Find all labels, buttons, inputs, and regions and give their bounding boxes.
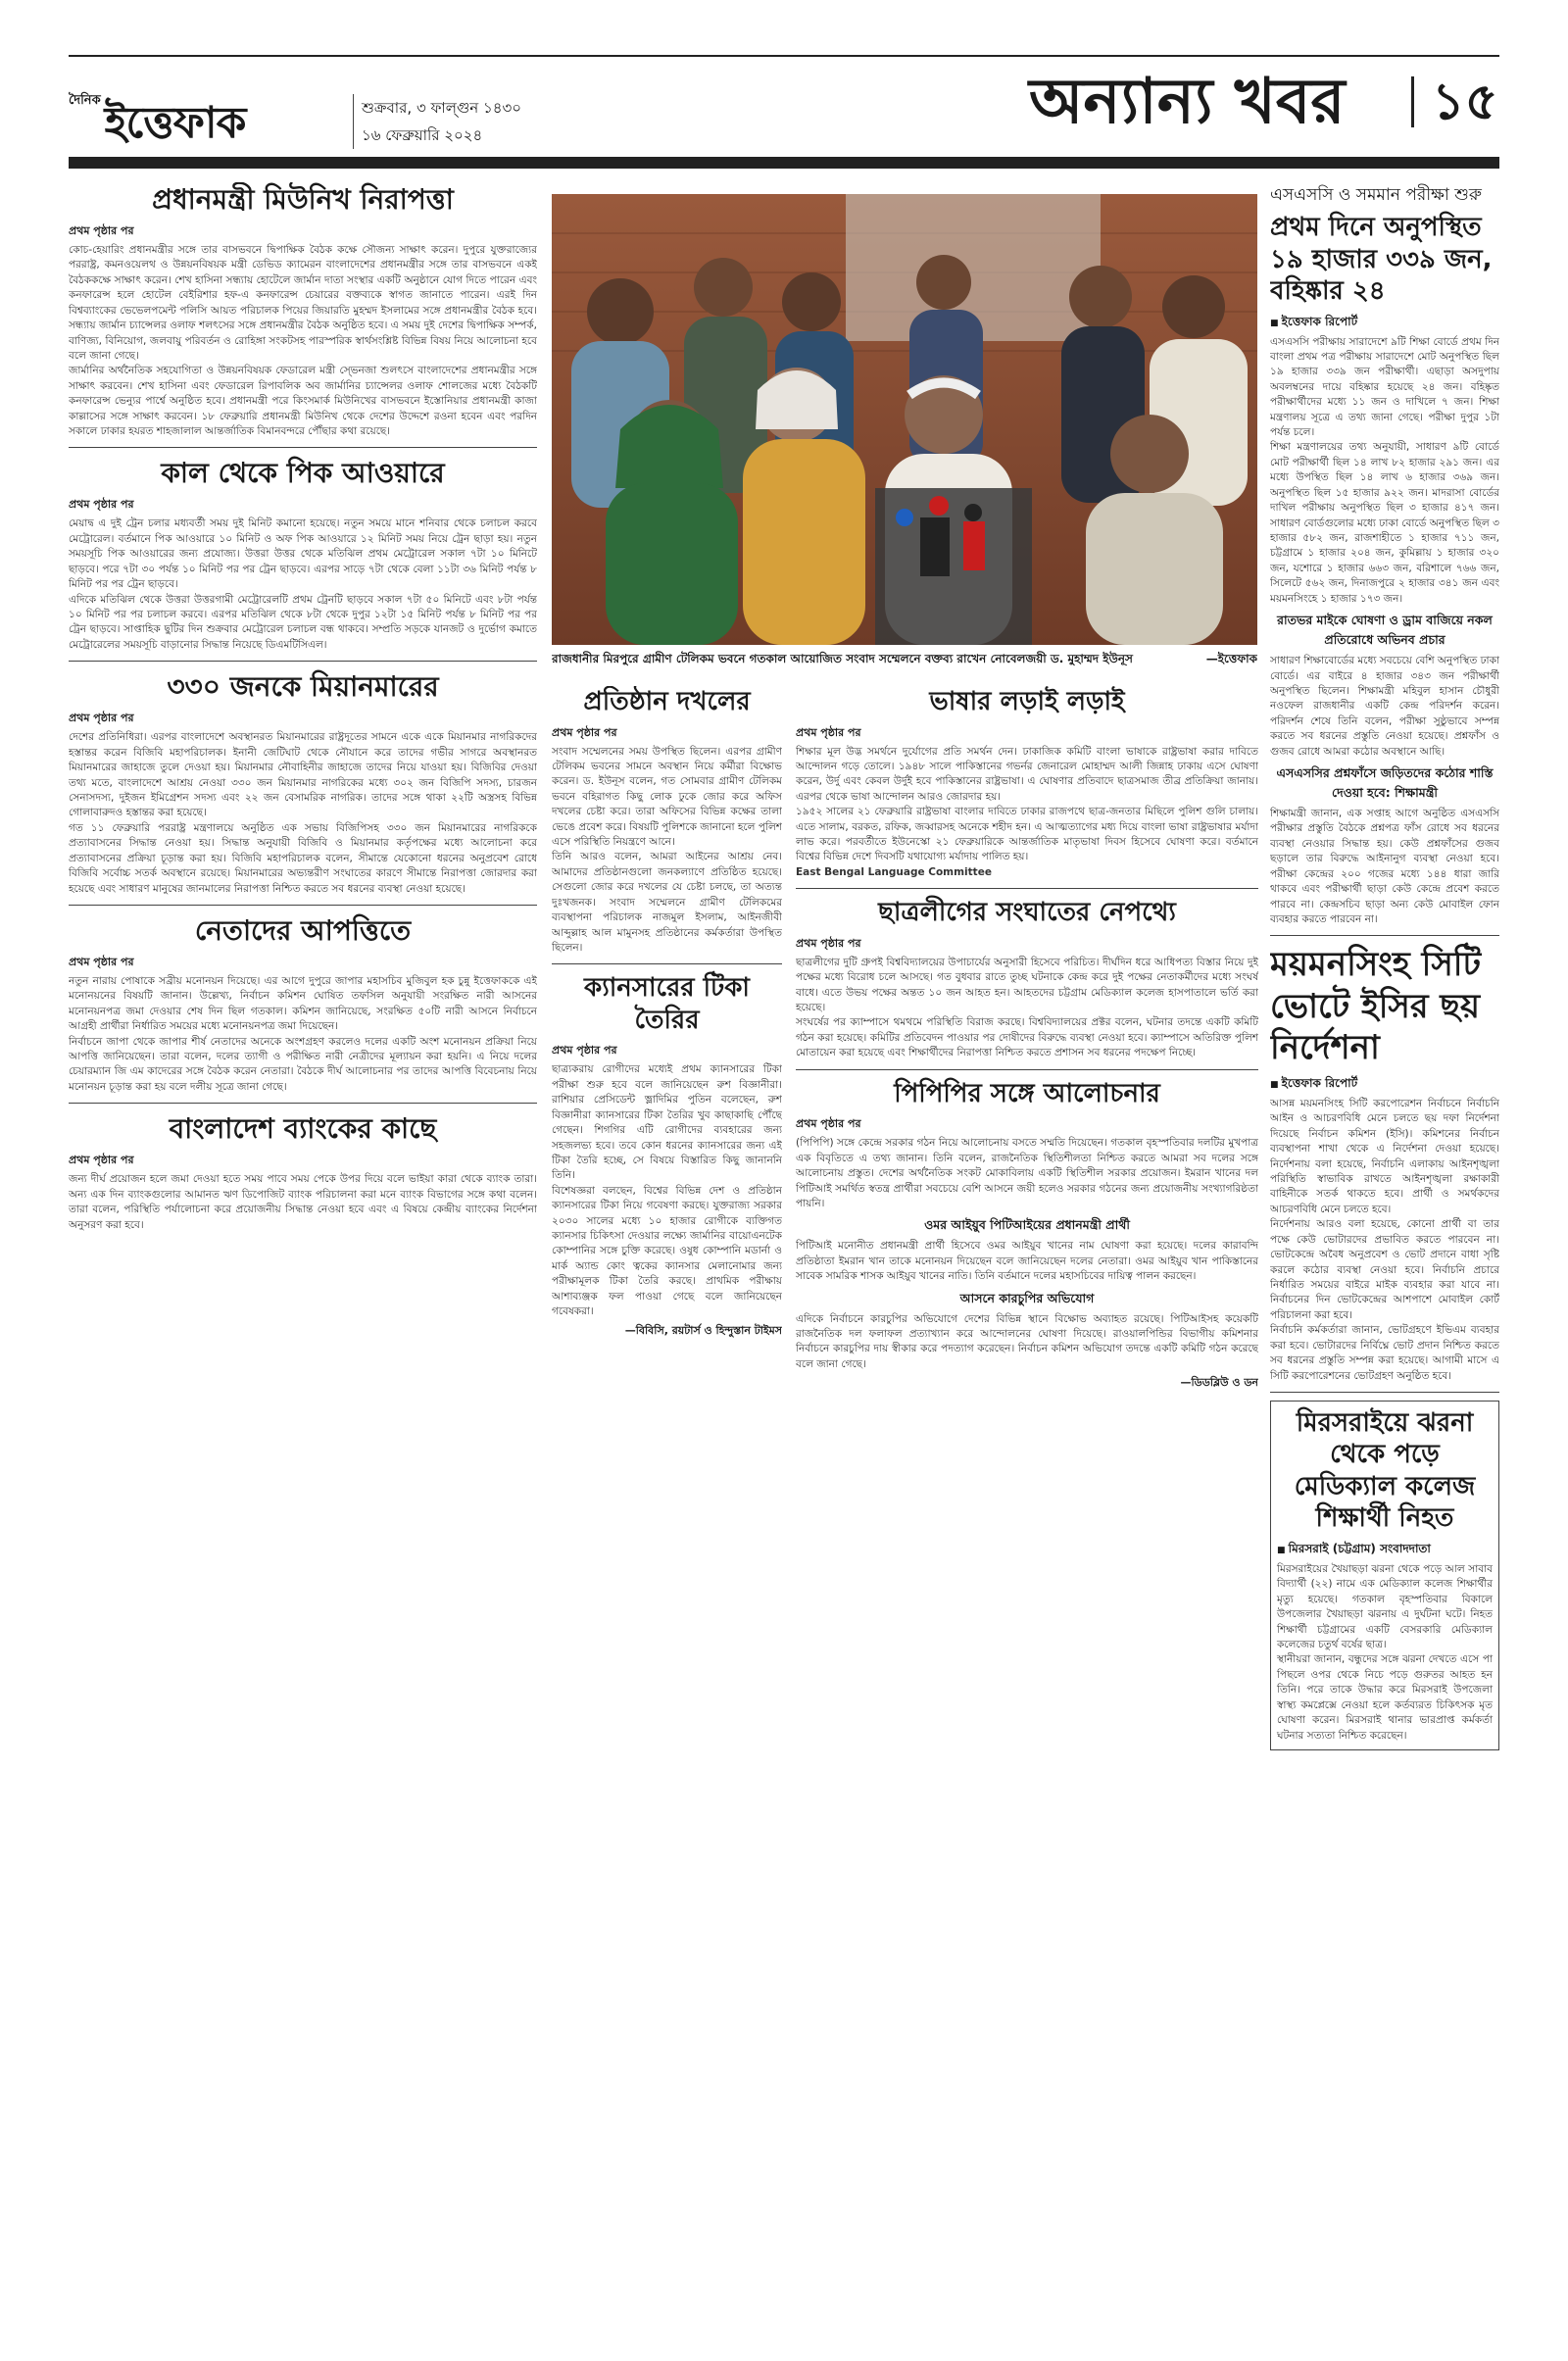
- issue-dates: [353, 94, 521, 149]
- story-leaders: [69, 913, 537, 1095]
- story-mymensingh: [1270, 944, 1499, 1384]
- story-text: জার্মানির অর্থনৈতিক সহযোগিতা ও উন্নয়নবিষয়ক ফেডারেল মন্ত্রী স্ভেনজা শুলৎসে বাংলাদেশের প্রধানমন্ত্রীর সঙ্গে সাক্ষাৎ করবেন। শেখ হাসিনা এবং ফেডারেল রিপাবলিক অব জার্মানির চ্যান্সেলর ওলাফ শোলজের মধ্যে বৈঠকটি কনফারেন্স ভেন্যুর পার্শ্বে অনুষ্ঠিত হবে। প্রধানমন্ত্রী পরে কিংসমার্ক মিউনিখের বাসভবনে ইস্তোনিয়ার প্রধানমন্ত্রী কাজা কাল্লাসের সঙ্গে সাক্ষাৎ করবেন। ১৮ ফেব্রুয়ারি প্রধানমন্ত্রী মিউনিখ থেকে দেশের উদ্দেশে রওনা হবেন এবং পরদিন সকালে ঢাকার হযরত শাহজালাল আন্তর্জাতিক বিমানবন্দরে পৌঁছার কথা রয়েছে।: [69, 365, 537, 438]
- newspaper-logo: [69, 90, 265, 148]
- story-text: আসন্ন ময়মনসিংহ সিটি করপোরেশন নির্বাচনে নির্বাচনি আইন ও আচরণবিধি মেনে চলতে ছয় দফা নির্দেশনা দিয়েছে নির্বাচন কমিশন (ইসি)। কমিশনের নির্বাচন ব্যবস্থাপনা শাখা থেকে এ নির্দেশনা দেওয়া হয়েছে। নির্দেশনায় বলা হয়েছে, নির্বাচনি এলাকায় আইনশৃঙ্খলা পরিস্থিতি স্বাভাবিক রাখতে আইনশৃঙ্খলা রক্ষাকারী বাহিনীকে সতর্ক থাকতে হবে। প্রার্থী ও সমর্থকদের আচরণবিধি মেনে চলতে হবে।: [1270, 1097, 1499, 1215]
- divider: [552, 963, 782, 964]
- story-text: সংঘর্ষের পর ক্যাম্পাসে থমথমে পরিস্থিতি বিরাজ করছে। বিশ্ববিদ্যালয়ের প্রক্টর বলেন, ঘটনার তদন্তে একটি কমিটি গঠন করা হয়েছে। কমিটির প্রতিবেদন পাওয়ার পর দোষীদের বিরুদ্ধে ব্যবস্থা নেওয়া হবে। ক্যাম্পাসে অতিরিক্ত পুলিশ মোতায়েন করা হয়েছে এবং শিক্ষার্থীদের নিরাপত্তা নিশ্চিত করতে প্রশাসন সব ধরনের পদক্ষেপ নিচ্ছে।: [796, 1016, 1258, 1059]
- divider: [796, 1069, 1258, 1070]
- headline-leaders: নেতাদের আপত্তিতে: [194, 913, 412, 947]
- byline: ■ মিরসরাই (চট্টগ্রাম) সংবাদদাতা: [1277, 1541, 1493, 1560]
- left-column: [69, 182, 537, 2329]
- middle-left-column: [552, 686, 782, 2333]
- story-text: সংবাদ সম্মেলনের সময় উপস্থিত ছিলেন। এরপর গ্রামীণ টেলিকম ভবনের সামনে অবস্থান নিয়ে কর্মীরা বিক্ষোভ করেন। ড. ইউনূস বলেন, গত সোমবার গ্রামীণ টেলিকম ভবনে বহিরাগত কিছু লোক ঢুকে জোর করে অফিস দখলের চেষ্টা করে। তারা অফিসের বিভিন্ন কক্ষের তালা ভেঙে প্রবেশ করে। বিষয়টি পুলিশকে জানানো হলে পুলিশ এসে পরিস্থিতি নিয়ন্ত্রণে আনে।: [552, 745, 782, 849]
- byline: ■ ইত্তেফাক রিপোর্ট: [1270, 1075, 1499, 1095]
- story-chhatraleague: [796, 897, 1258, 1060]
- story-text: তিনি আরও বলেন, আমরা আইনের আশ্রয় নেব। আমাদের প্রতিষ্ঠানগুলো জনকল্যাণে প্রতিষ্ঠিত হয়েছে। সেগুলো জোর করে দখলের যে চেষ্টা চলছে, তা অত্যন্ত দুঃখজনক। সংবাদ সম্মেলনে গ্রামীণ টেলিকমের ব্যবস্থাপনা পরিচালক নাজমুল ইসলাম, আইনজীবী আব্দুল্লাহ আল মামুনসহ প্রতিষ্ঠানের কর্মকর্তারা উপস্থিত ছিলেন।: [552, 851, 782, 954]
- story-subhead: আসনে কারচুপির অভিযোগ: [959, 1290, 1095, 1305]
- story-credit: —ডিডব্লিউ ও ডন: [1180, 1376, 1258, 1390]
- story-text: নির্বাচনি কর্মকর্তারা জানান, ভোটগ্রহণে ইভিএম ব্যবহার করা হবে। ভোটারদের নির্বিঘ্নে ভোট প্রদান নিশ্চিত করতে সব ধরনের প্রস্তুতি সম্পন্ন করা হয়েছে। আগামী মাসে এ সিটি করপোরেশনের ভোটগ্রহণ অনুষ্ঠিত হবে।: [1270, 1324, 1499, 1382]
- headline-language: ভাষার লড়াই লড়াই: [929, 687, 1125, 716]
- story-text: গত ১১ ফেব্রুয়ারি পররাষ্ট্র মন্ত্রণালয়ে অনুষ্ঠিত এক সভায় বিজিপিসহ ৩৩০ জন মিয়ানমারের নাগরিককে প্রত্যাবাসনের সিদ্ধান্ত নেওয়া হয়। সিদ্ধান্ত অনুযায়ী বিজিবি ও মিয়ানমার কর্তৃপক্ষের মধ্যে আলোচনা করে প্রত্যাবাসনের প্রক্রিয়া চূড়ান্ত করা হয়। বিজিবি মহাপরিচালক বলেন, সীমান্তে যেকোনো ধরনের অনুপ্রবেশ রোধে বিজিবি সর্বোচ্চ সতর্ক অবস্থানে রয়েছে। মিয়ানমারের অভ্যন্তরীণ সংঘাতের কারণে সীমান্তে নিরাপত্তা জোরদার করা হয়েছে এবং সাধারণ মানুষের জানমালের নিরাপত্তা নিশ্চিত করতে সব ধরনের ব্যবস্থা নেওয়া হয়েছে।: [69, 821, 537, 895]
- story-subhead: এসএসসির প্রশ্নফাঁসে জড়িতদের কঠোর শাস্তি দেওয়া হবে: শিক্ষামন্ত্রী: [1276, 765, 1494, 801]
- story-text: শিক্ষা মন্ত্রণালয়ের তথ্য অনুযায়ী, সাধারণ ৯টি বোর্ডে মোট পরীক্ষার্থী ছিল ১৪ লাখ ৮২ হাজার ২৯১ জন। এর মধ্যে উপস্থিত ছিল ১৪ লাখ ৬ হাজার ৩৬৯ জন। অনুপস্থিত ছিল ১৫ হাজার ৯২২ জন। মাদরাসা বোর্ডের দাখিল পরীক্ষায় অনুপস্থিত ছিল ৩ হাজার ৪১৭ জন। সাধারণ বোর্ডগুলোর মধ্যে ঢাকা বোর্ডে অনুপস্থিত ছিল ৩ হাজার ৫৮২ জন, রাজশাহীতে ১ হাজার ৭১১ জন, চট্টগ্রামে ১ হাজার ২০৪ জন, কুমিল্লায় ১ হাজার ৩২০ জন, যশোরে ১ হাজার ৬৬৩ জন, বরিশালে ৭৬৬ জন, সিলেটে ৫৬২ জন, দিনাজপুরে ২ হাজার ৩৪১ জন এবং ময়মনসিংহে ১ হাজার ১৭৩ জন।: [1270, 441, 1499, 605]
- story-text: এদিকে নির্বাচনে কারচুপির অভিযোগে দেশের বিভিন্ন স্থানে বিক্ষোভ অব্যাহত রয়েছে। পিটিআইসহ কয়েকটি রাজনৈতিক দল ফলাফল প্রত্যাখ্যান করে আন্দোলনের ঘোষণা দিয়েছে। রাওয়ালপিন্ডির বিভাগীয় কমিশনার নির্বাচনে কারচুপির দায় স্বীকার করে পদত্যাগ করেছেন। নির্বাচন কমিশন অভিযোগ তদন্তে একটি কমিটি গঠন করেছে বলে জানা গেছে।: [796, 1312, 1258, 1370]
- story-text: শিক্ষার মূল উদ্ভ সমর্থনে দুর্যোগের প্রতি সমর্থন দেন। ঢাকাজিক কমিটি বাংলা ভাষাকে রাষ্ট্রভাষা করার দাবিতে আন্দোলন গড়ে তোলে। ১৯৪৮ সালে পাকিস্তানের গভর্নর জেনারেল মোহাম্মদ আলী জিন্নাহ ঢাকায় এসে ঘোষণা করেন, উর্দু এবং কেবল উর্দুই হবে পাকিস্তানের রাষ্ট্রভাষা। এ ঘোষণার প্রতিবাদে ছাত্রসমাজ তীব্র প্রতিক্রিয়া জানায়। এরপর থেকে ভাষা আন্দোলন আরও জোরদার হয়।: [796, 745, 1258, 803]
- top-rule: [69, 55, 1499, 57]
- photo-caption: [552, 651, 1257, 670]
- middle-right-column: [796, 686, 1258, 2333]
- story-peak-hour: [69, 456, 537, 653]
- story-language: [796, 686, 1258, 880]
- divider: [796, 888, 1258, 889]
- headline-institution: প্রতিষ্ঠান দখলের: [583, 687, 751, 716]
- story-institution: [552, 686, 782, 956]
- continuation-label: প্রথম পৃষ্ঠার পর: [552, 725, 617, 739]
- divider: [1270, 935, 1499, 936]
- photo-credit: —ইত্তেফাক: [1199, 651, 1257, 670]
- story-text: এদিকে মতিঝিল থেকে উত্তরা উত্তরগামী মেট্রোরেলটি প্রথম ট্রেনটি ছাড়বে সকাল ৭টা ৫০ মিনিটে এবং ৮টা পর্যন্ত ১০ মিনিট পর পর চলাচল করবে। এরপর মতিঝিল থেকে ৮টা থেকে দুপুর ১২টা ১৫ মিনিট পর্যন্ত ৮ মিনিট পর পর ট্রেন ছাড়বে। সাপ্তাহিক ছুটির দিন শুক্রবার মেট্রোরেল চলাচল বন্ধ থাকবে। সম্প্রতি সড়কে যানজট ও দুর্ভোগ কমাতে মেট্রোরেলের সময়সূচি বাড়ানোর সিদ্ধান্ত নিয়েছে ডিএমটিসিএল।: [69, 593, 537, 651]
- story-text: ছাত্র্যকরায় রোগীদের মধ্যেই প্রথম ক্যানসারের টিকা পরীক্ষা শুরু হবে বলে জানিয়েছেন রুশ বিজ্ঞানীরা। রাশিয়ার প্রেসিডেন্ট ভ্লাদিমির পুতিন বলেছেন, রুশ বিজ্ঞানীরা ক্যানসারের টিকা তৈরির খুব কাছাকাছি পৌঁছে গেছেন। শিগগির এটি রোগীদের ব্যবহারের জন্য সহজলভ্য হবে। তবে কোন ধরনের ক্যানসারের জন্য এই টিকা তৈরি হচ্ছে, সে বিষয়ে বিস্তারিত কিছু জানাননি তিনি।: [552, 1063, 782, 1182]
- headline-pipp: পিপিপির সঙ্গে আলোচনার: [894, 1078, 1160, 1108]
- story-subhead: রাতভর মাইকে ঘোষণা ও ড্রাম বাজিয়ে নকল প্রতিরোধে অভিনব প্রচার: [1277, 613, 1493, 648]
- committee-name: East Bengal Language Committee: [796, 865, 992, 878]
- divider: [69, 905, 537, 906]
- story-text: সাধারণ শিক্ষাবোর্ডের মধ্যে সবচেয়ে বেশি অনুপস্থিত ঢাকা বোর্ডে। এর বাইরে ৪ হাজার ৩৪৩ জন পরীক্ষার্থী অনুপস্থিত ছিলেন। শিক্ষামন্ত্রী মহিবুল হাসান চৌধুরী নওফেল রাজধানীর একটি কেন্দ্র পরিদর্শন করেন। পরিদর্শন শেষে তিনি বলেন, পরীক্ষা সুষ্ঠুভাবে সম্পন্ন করতে সব ধরনের প্রস্তুতি নেওয়া হয়েছে। প্রশ্নফাঁস ও গুজব রোধে আমরা কঠোর অবস্থানে আছি।: [1270, 655, 1499, 758]
- story-pipp: [796, 1078, 1258, 1394]
- photo-illustration: [552, 194, 1257, 645]
- story-ssc: [1270, 182, 1499, 927]
- story-text: বিশেষজ্ঞরা বলছেন, বিশ্বের বিভিন্ন দেশ ও প্রতিষ্ঠান ক্যানসারের টিকা নিয়ে গবেষণা করছে। যুক্তরাজ্য সরকার ২০৩০ সালের মধ্যে ১০ হাজার রোগীকে ব্যক্তিগত ক্যানসার চিকিৎসা দেওয়ার লক্ষ্যে জার্মানির বায়োএনটেক কোম্পানির সঙ্গে চুক্তি করেছে। ওষুধ কোম্পানি মডার্না ও মার্ক অ্যান্ড কোং ত্বকের ক্যানসার মেলানোমার জন্য পরীক্ষামূলক টিকা তৈরি করছে। প্রাথমিক পরীক্ষায় আশাব্যঞ্জক ফল পাওয়া গেছে বলে জানিয়েছেন গবেষকরা।: [552, 1184, 782, 1318]
- caption-text: রাজধানীর মিরপুরে গ্রামীণ টেলিকম ভবনে গতকাল আয়োজিত সংবাদ সম্মেলনে বক্তব্য রাখেন নোবেলজয়ী ড. মুহাম্মদ ইউনূস: [552, 652, 1133, 665]
- headline-cancer: ক্যানসারের টিকা তৈরির: [584, 973, 750, 1035]
- story-mirsarai: [1270, 1401, 1499, 1750]
- story-bangladesh-bank: [69, 1111, 537, 1233]
- byline: ■ ইত্তেফাক রিপোর্ট: [1270, 314, 1499, 333]
- story-cancer: [552, 972, 782, 1340]
- story-text: পিটিআই মনোনীত প্রধানমন্ত্রী প্রার্থী হিসেবে ওমর আইয়ুব খানের নাম ঘোষণা করা হয়েছে। দলের কারাবন্দি প্রতিষ্ঠাতা ইমরান খান তাকে মনোনয়ন দিয়েছেন বলে জানিয়েছেন দলের নেতারা। ওমর আইয়ুব খান পাকিস্তানের সাবেক সামরিক শাসক আইয়ুব খানের নাতি। তিনি বর্তমানে দলের মহাসচিবের দায়িত্ব পালন করছেন।: [796, 1240, 1258, 1283]
- page-number: ১৫: [1411, 76, 1498, 127]
- continuation-label: প্রথম পৃষ্ঠার পর: [69, 224, 134, 237]
- story-text: ১৯৫২ সালের ২১ ফেব্রুয়ারি রাষ্ট্রভাষা বাংলার দাবিতে ঢাকার রাজপথে ছাত্র-জনতার মিছিলে পুলিশ গুলি চালায়। এতে সালাম, বরকত, রফিক, জব্বারসহ অনেকে শহীদ হন। এ আত্মত্যাগের মধ্য দিয়ে বাংলা ভাষা রাষ্ট্রভাষার মর্যাদা লাভ করে। পরবর্তীতে ইউনেস্কো ২১ ফেব্রুয়ারিকে আন্তর্জাতিক মাতৃভাষা দিবস হিসেবে ঘোষণা করে। বর্তমানে বিশ্বের বিভিন্ন দেশে দিবসটি যথাযোগ্য মর্যাদায় পালিত হয়।: [796, 806, 1258, 863]
- continuation-label: প্রথম পৃষ্ঠার পর: [69, 955, 134, 968]
- headline-chhatraleague: ছাত্রলীগের সংঘাতের নেপথ্যে: [878, 898, 1176, 928]
- continuation-label: প্রথম পৃষ্ঠার পর: [796, 936, 861, 950]
- headline-mymensingh: ময়মনসিংহ সিটি ভোটে ইসির ছয় নির্দেশনা: [1270, 945, 1482, 1068]
- story-text: ছাত্রলীগের দুটি গ্রুপই বিশ্ববিদ্যালয়ের উপাচার্যের অনুসারী হিসেবে পরিচিত। দীর্ঘদিন ধরে আধিপত্য বিস্তার নিয়ে দুই পক্ষের মধ্যে বিরোধ চলে আসছে। গত বুধবার রাতে তুচ্ছ ঘটনাকে কেন্দ্র করে দুই পক্ষের নেতাকর্মীদের মধ্যে সংঘর্ষ বাধে। এতে উভয় পক্ষের অন্তত ১০ জন আহত হন। আহতদের চট্টগ্রাম মেডিক্যাল কলেজ হাসপাতালে ভর্তি করা হয়েছে।: [796, 956, 1258, 1014]
- story-text: মেয়াদ্ব এ দুই ট্রেন চলার মধ্যবর্তী সময় দুই মিনিট কমানো হয়েছে। নতুন সময়ে মানে শনিবার থেকে চলাচল করবে মেট্রোরেল। বর্তমানে পিক আওয়ারে ১০ মিনিট ও অফ পিক আওয়ারে ১২ মিনিট সময় নিয়ে ট্রেন ছাড়া হয়। নতুন সময়সূচি পিক আওয়ারের জন্য প্রযোজ্য। উত্তরা উত্তর থেকে মতিঝিল প্রথম মেট্রোরেল সকাল ৭টা ১০ মিনিটে ছাড়বে। পরে ৭টা ৩০ পর্যন্ত ১০ মিনিট পর পর ট্রেন ছাড়বে। এরপর সাড়ে ৭টা থেকে বেলা ১১টা ৩৬ মিনিট পর্যন্ত ৮ মিনিট পর পর ট্রেন ছাড়বে।: [69, 517, 537, 591]
- kicker-ssc: এসএসসি ও সমমান পরীক্ষা শুরু: [1270, 185, 1482, 205]
- continuation-label: প্রথম পৃষ্ঠার পর: [796, 1117, 861, 1131]
- continuation-label: প্রথম পৃষ্ঠার পর: [69, 498, 134, 512]
- headline-peak-hour: কাল থেকে পিক আওয়ারে: [161, 457, 445, 490]
- story-credit: —বিবিসি, রয়টার্স ও হিন্দুস্তান টাইমস: [624, 1323, 782, 1337]
- press-conference-photo: [552, 194, 1257, 645]
- headline-ssc: প্রথম দিনে অনুপস্থিত ১৯ হাজার ৩৩৯ জন, বহিষ্কার ২৪: [1270, 213, 1493, 306]
- date-english: ১৬ ফেব্রুয়ারি ২০২৪: [353, 122, 521, 149]
- story-text: জন্য দীর্ঘ প্রয়োজন হলে জমা দেওয়া হতে সময় পাবে সময় পেকে উপর দিয়ে বলে ভাইয়া কারা থেকে ব্যাংক তারা। অন্য এক দিন ব্যাংকগুলোর আমানত ঋণ ডিপোজিট ব্যাংক পরিচালনা করা মনে ব্যাংক বিভাগের সঙ্গে কথা বলেন। তারা বলেন, পরিস্থিতি পর্যালোচনা করে প্রয়োজনীয় সিদ্ধান্ত নেওয়া হবে এবং এ বিষয়ে কেন্দ্রীয় ব্যাংকের নির্দেশনা অনুসরণ করা হবে।: [69, 1173, 537, 1231]
- masthead-rule: [69, 157, 1499, 169]
- story-text: স্থানীয়রা জানান, বন্ধুদের সঙ্গে ঝরনা দেখতে এসে পা পিছলে ওপর থেকে নিচে পড়ে গুরুতর আহত হন তিনি। পরে তাকে উদ্ধার করে মিরসরাই উপজেলা স্বাস্থ্য কমপ্লেক্সে নেওয়া হলে কর্তব্যরত চিকিৎসক মৃত ঘোষণা করেন। মিরসরাই থানার ভারপ্রাপ্ত কর্মকর্তা ঘটনার সত্যতা নিশ্চিত করেছেন।: [1277, 1653, 1493, 1742]
- section-title: অন্যান্য খবর: [1029, 66, 1346, 138]
- story-text: দেশের প্রতিনিধিরা। এরপর বাংলাদেশে অবস্থানরত মিয়ানমারের রাষ্ট্রদূতের সামনে একে একে মিয়ানমার নাগরিকদের হস্তান্তর করেন বিজিবি মহাপরিচালক। ইনানী জেটিঘাট থেকে নৌযানে করে তাদের গভীর সাগরে অবস্থানরত মিয়ানমারের জাহাজে তুলে দেওয়া হয়। মিয়ানমার নৌবাহিনীর জাহাজে তাদের নিয়ে যাওয়া হয়। বিজিবির দেওয়া তথ্য মতে, বাংলাদেশে আশ্রয় নেওয়া ৩৩০ জন মিয়ানমার নাগরিকের মধ্যে ৩০২ জন বিজিপি সদস্য, চারজন সেনাসদস্য, দুইজন ইমিগ্রেশন সদস্য এবং ২২ জন বেসামরিক নাগরিক। তাদের সঙ্গে থাকা ২২টি অস্ত্রসহ বিভিন্ন গোলাবারুদও হস্তান্তর করা হয়েছে।: [69, 731, 537, 819]
- story-text: শিক্ষামন্ত্রী জানান, এক সপ্তাহ আগে অনুষ্ঠিত এসএসসি পরীক্ষার প্রস্তুতি বৈঠকে প্রশ্নপত্র ফাঁস রোধে সব ধরনের ব্যবস্থা নেওয়ার সিদ্ধান্ত হয়। কেউ প্রশ্নফাঁসের গুজব ছড়ালে তার বিরুদ্ধে আইনানুগ ব্যবস্থা নেওয়া হবে। পরীক্ষা কেন্দ্রের ২০০ গজের মধ্যে ১৪৪ ধারা জারি থাকবে এবং পরীক্ষার্থী ছাড়া কেউ কেন্দ্রে প্রবেশ করতে পারবে না। কেন্দ্রসচিব ছাড়া অন্য কেউ মোবাইল ফোন ব্যবহার করতে পারবেন না।: [1270, 808, 1499, 925]
- continuation-label: প্রথম পৃষ্ঠার পর: [69, 712, 134, 725]
- divider: [69, 661, 537, 662]
- story-text: মিরসরাইয়ের খৈয়াছড়া ঝরনা থেকে পড়ে আল সাবাব বিদ্যার্থী (২২) নামে এক মেডিক্যাল কলেজ শিক্ষার্থীর মৃত্যু হয়েছে। গতকাল বৃহস্পতিবার বিকালে উপজেলার খৈয়াছড়া ঝরনায় এ দুর্ঘটনা ঘটে। নিহত শিক্ষার্থী চট্টগ্রামের একটি বেসরকারি মেডিক্যাল কলেজের চতুর্থ বর্ষের ছাত্র।: [1277, 1562, 1493, 1651]
- story-text: নির্বাচনে জাপা থেকে জাপার শীর্ষ নেতাদের অনেকে অংশগ্রহণ করলেও দলের একটি অংশ মনোনয়ন প্রক্রিয়া নিয়ে আপত্তি জানিয়েছেন। তারা বলেন, দলের ত্যাগী ও পরীক্ষিত নারী নেত্রীদের মূল্যায়ন করা হয়নি। এ নিয়ে দলের চেয়ারম্যান জি এম কাদেরের সঙ্গে বৈঠক করেন নেতারা। বৈঠকে দীর্ঘ আলোচনার পর তাদের আপত্তি বিবেচনায় নিয়ে মনোনয়ন চূড়ান্ত করা হয় বলে দলীয় সূত্রে জানা গেছে।: [69, 1035, 537, 1093]
- divider: [69, 1103, 537, 1104]
- headline-munich: প্রধানমন্ত্রী মিউনিখ নিরাপত্তা: [152, 183, 454, 216]
- right-column: [1270, 182, 1499, 2329]
- story-text: কোচ-হেয়ারিং প্রধানমন্ত্রীর সঙ্গে তার বাসভবনে দ্বিপাক্ষিক বৈঠক কক্ষে সৌজন্য সাক্ষাৎ করেন। দুপুরে যুক্তরাজ্যের পররাষ্ট্র, কমনওয়েলথ ও উন্নয়নবিষয়ক মন্ত্রী ডেভিড ক্যামেরন বাংলাদেশের প্রধানমন্ত্রীর সঙ্গে তার বাসভবনে একই বৈঠককক্ষে সাক্ষাৎ করেন। শেখ হাসিনা সন্ধ্যায় হোটেলে জার্মান দাতা সংস্থার একটি অনুষ্ঠানে যোগ দিতে পারেন এবং কনফারেন্স হলে হোটেল বেইরিশার হফ-এ কনফারেন্স চেয়ারের বক্তব্যকে স্বাগত জানাতে পারেন। এরই দিন বিশ্বব্যাংকের ভেভেলপমেন্ট পলিসি আয়ত পরিচালক পিয়ের জিয়ারতি মুহম্মদ ইসলামের সঙ্গে প্রধানমন্ত্রীর বৈঠক হবে। সন্ধ্যায় জার্মান চ্যান্সেলর ওলাফ শলৎসের সঙ্গে প্রধানমন্ত্রীর বৈঠক অনুষ্ঠিত হবে। এ সময় দুই দেশের দ্বিপাক্ষিক সম্পর্ক, বাণিজ্য, বিনিয়োগ, জলবায়ু পরিবর্তন ও রোহিঙ্গা সংকটসহ পারস্পরিক স্বার্থসংশ্লিষ্ট বিভিন্ন বিষয় নিয়ে আলোচনা হবে বলে জানা গেছে।: [69, 244, 537, 362]
- story-text: নতুন নারায় পোষাকে সব্রীয় মনোনয়ন দিয়েছে। এর আগে দুপুরে জাপার মহাসচিব মুজিবুল হক চুন্নু ইত্তেফাককে এই মনোনয়নের বিষয়টি জানান। উল্লেখ্য, নির্বাচন কমিশন ঘোষিত তফসিল অনুযায়ী সংরক্ষিত নারী আসনের মনোনয়নপত্র জমা দেওয়ার শেষ দিন ছিল গতকাল। কমিশন জানিয়েছে, সংরক্ষিত ৫০টি নারী আসনে নির্বাচনে আগ্রহী প্রার্থীরা নির্ধারিত সময়ের মধ্যে মনোনয়নপত্র জমা দিয়েছেন।: [69, 974, 537, 1033]
- continuation-label: প্রথম পৃষ্ঠার পর: [552, 1044, 617, 1058]
- story-munich: [69, 182, 537, 439]
- story-myanmar: [69, 669, 537, 897]
- divider: [1270, 1392, 1499, 1393]
- divider: [69, 447, 537, 448]
- headline-myanmar: ৩৩০ জনকে মিয়ানমারের: [167, 670, 439, 704]
- continuation-label: প্রথম পৃষ্ঠার পর: [69, 1154, 134, 1167]
- date-bangla: শুক্রবার, ৩ ফাল্গুন ১৪৩০: [353, 94, 521, 122]
- story-text: (পিপিপি) সঙ্গে কেন্দ্রে সরকার গঠন নিয়ে আলোচনায় বসতে সম্মতি দিয়েছেন। গতকাল বৃহস্পতিবার দলটির মুখপাত্র এক বিবৃতিতে এ তথ্য জানান। তিনি বলেন, রাজনৈতিক স্থিতিশীলতা নিশ্চিত করতে আমরা সব দলের সঙ্গে আলোচনায় প্রস্তুত। দেশের অর্থনৈতিক সংকট মোকাবিলায় একটি স্থিতিশীল সরকার প্রয়োজন। ইমরান খানের দল পিটিআই সমর্থিত স্বতন্ত্র প্রার্থীরা সবচেয়ে বেশি আসনে জয়ী হলেও সরকার গঠনের জন্য প্রয়োজনীয় সংখ্যাগরিষ্ঠতা পায়নি।: [796, 1137, 1258, 1209]
- story-text: নির্দেশনায় আরও বলা হয়েছে, কোনো প্রার্থী বা তার পক্ষে কেউ ভোটারদের প্রভাবিত করতে পারবেন না। ভোটকেন্দ্রে অবৈধ অনুপ্রবেশ ও ভোট প্রদানে বাধা সৃষ্টি করলে কঠোর ব্যবস্থা নেওয়া হবে। নির্বাচনি প্রচারে নির্ধারিত সময়ের বাইরে মাইক ব্যবহার করা যাবে না। নির্বাচনের দিন ভোটকেন্দ্রের আশপাশে মোবাইল কোর্ট পরিচালনা করা হবে।: [1270, 1218, 1499, 1321]
- story-text: এসএসসি পরীক্ষায় সারাদেশে ৯টি শিক্ষা বোর্ডে প্রথম দিন বাংলা প্রথম পত্র পরীক্ষায় সারাদেশে মোট অনুপস্থিত ছিল ১৯ হাজার ৩৩৯ জন পরীক্ষার্থী। এছাড়া অসদুপায় অবলম্বনের দায়ে বহিষ্কার হয়েছে ২৪ জন। বহিষ্কৃত পরীক্ষার্থীদের মধ্যে ১১ জন ও দাখিলে ৭ জন। শিক্ষা মন্ত্রণালয় সূত্রে এ তথ্য জানা গেছে। পরীক্ষা দুপুর ১টা পর্যন্ত চলে।: [1270, 335, 1499, 439]
- continuation-label: প্রথম পৃষ্ঠার পর: [796, 725, 861, 739]
- logo-prefix: দৈনিক: [69, 93, 101, 108]
- headline-mirsarai: মিরসরাইয়ে ঝরনা থেকে পড়ে মেডিক্যাল কলেজ শিক্ষার্থী নিহত: [1294, 1407, 1476, 1534]
- logo-text: ইত্তেফাক: [104, 98, 246, 148]
- headline-bangladesh-bank: বাংলাদেশ ব্যাংকের কাছে: [169, 1112, 437, 1146]
- story-subhead: ওমর আইয়ুব পিটিআইয়ের প্রধানমন্ত্রী প্রার্থী: [924, 1217, 1130, 1233]
